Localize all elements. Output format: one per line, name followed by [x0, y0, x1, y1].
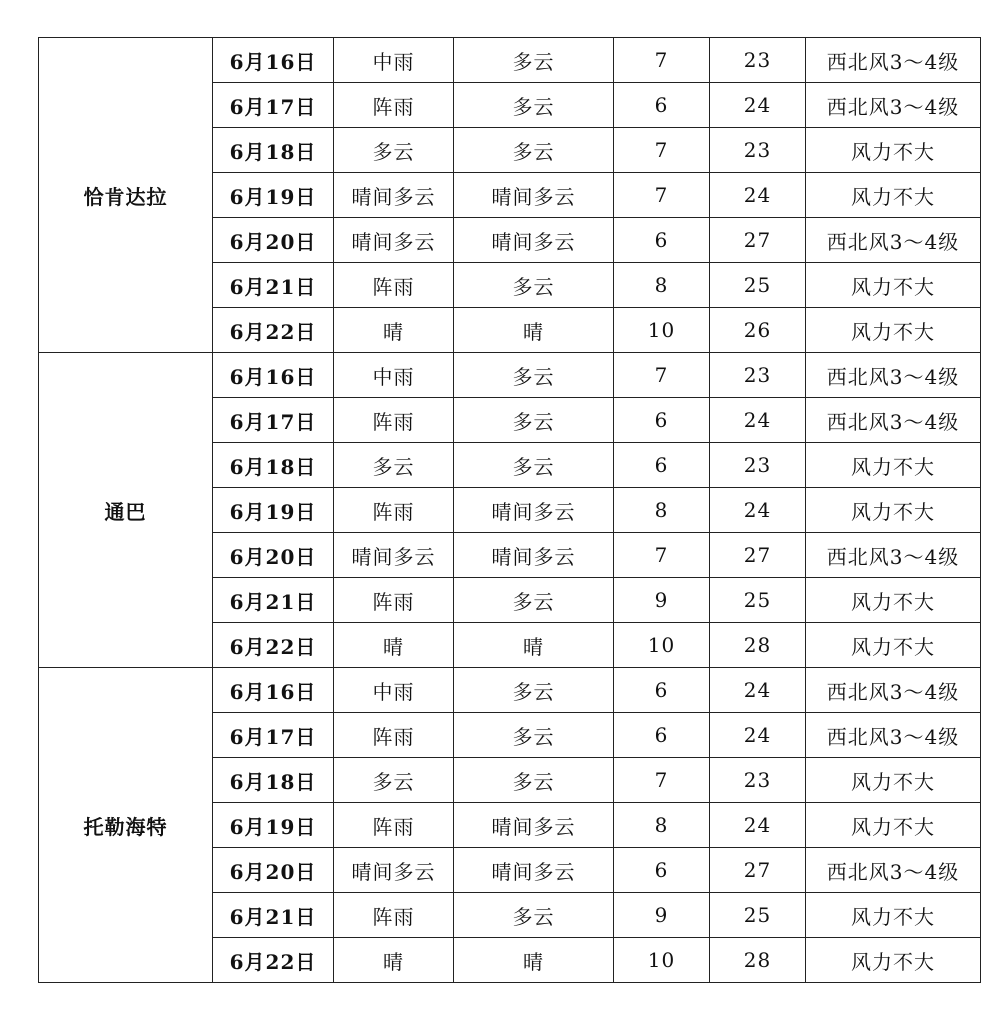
- night-weather-cell: 晴间多云: [454, 173, 614, 218]
- night-weather-cell: 晴: [454, 623, 614, 668]
- low-temp-cell: 10: [614, 308, 710, 353]
- wind-cell: 风力不大: [806, 443, 981, 488]
- date-cell: 6月19日: [213, 488, 334, 533]
- date-cell: 6月18日: [213, 443, 334, 488]
- high-temp-cell: 28: [710, 623, 806, 668]
- day-weather-cell: 晴: [334, 623, 454, 668]
- wind-cell: 西北风3～4级: [806, 533, 981, 578]
- night-weather-cell: 多云: [454, 893, 614, 938]
- table-row: [39, 353, 981, 398]
- high-temp-cell: 23: [710, 443, 806, 488]
- night-weather-cell: 多云: [454, 578, 614, 623]
- date-cell: 6月16日: [213, 668, 334, 713]
- night-weather-cell: 晴: [454, 308, 614, 353]
- table-row: [39, 668, 981, 713]
- high-temp-cell: 24: [710, 173, 806, 218]
- low-temp-cell: 7: [614, 38, 710, 83]
- forecast-table: [38, 37, 981, 983]
- night-weather-cell: 多云: [454, 668, 614, 713]
- day-weather-cell: 晴: [334, 938, 454, 983]
- wind-cell: 风力不大: [806, 128, 981, 173]
- date-cell: 6月19日: [213, 803, 334, 848]
- day-weather-cell: 阵雨: [334, 83, 454, 128]
- wind-cell: 风力不大: [806, 758, 981, 803]
- low-temp-cell: 7: [614, 758, 710, 803]
- low-temp-cell: 9: [614, 893, 710, 938]
- day-weather-cell: 阵雨: [334, 398, 454, 443]
- low-temp-cell: 6: [614, 668, 710, 713]
- day-weather-cell: 中雨: [334, 668, 454, 713]
- night-weather-cell: 多云: [454, 38, 614, 83]
- high-temp-cell: 23: [710, 38, 806, 83]
- day-weather-cell: 晴间多云: [334, 218, 454, 263]
- day-weather-cell: 阵雨: [334, 578, 454, 623]
- date-cell: 6月20日: [213, 848, 334, 893]
- high-temp-cell: 26: [710, 308, 806, 353]
- low-temp-cell: 6: [614, 218, 710, 263]
- date-cell: 6月22日: [213, 938, 334, 983]
- date-cell: 6月17日: [213, 398, 334, 443]
- date-cell: 6月18日: [213, 758, 334, 803]
- date-cell: 6月21日: [213, 893, 334, 938]
- high-temp-cell: 24: [710, 713, 806, 758]
- night-weather-cell: 多云: [454, 83, 614, 128]
- wind-cell: 风力不大: [806, 488, 981, 533]
- low-temp-cell: 8: [614, 488, 710, 533]
- high-temp-cell: 24: [710, 488, 806, 533]
- wind-cell: 风力不大: [806, 893, 981, 938]
- day-weather-cell: 多云: [334, 128, 454, 173]
- day-weather-cell: 多云: [334, 443, 454, 488]
- low-temp-cell: 7: [614, 173, 710, 218]
- low-temp-cell: 10: [614, 623, 710, 668]
- wind-cell: 风力不大: [806, 803, 981, 848]
- day-weather-cell: 中雨: [334, 38, 454, 83]
- date-cell: 6月20日: [213, 533, 334, 578]
- date-cell: 6月21日: [213, 578, 334, 623]
- night-weather-cell: 晴间多云: [454, 848, 614, 893]
- low-temp-cell: 9: [614, 578, 710, 623]
- wind-cell: 风力不大: [806, 578, 981, 623]
- date-cell: 6月21日: [213, 263, 334, 308]
- day-weather-cell: 晴间多云: [334, 533, 454, 578]
- high-temp-cell: 28: [710, 938, 806, 983]
- date-cell: 6月16日: [213, 353, 334, 398]
- date-cell: 6月19日: [213, 173, 334, 218]
- night-weather-cell: 晴: [454, 938, 614, 983]
- date-cell: 6月16日: [213, 38, 334, 83]
- night-weather-cell: 多云: [454, 353, 614, 398]
- wind-cell: 风力不大: [806, 623, 981, 668]
- low-temp-cell: 6: [614, 443, 710, 488]
- wind-cell: 西北风3～4级: [806, 38, 981, 83]
- low-temp-cell: 6: [614, 848, 710, 893]
- night-weather-cell: 晴间多云: [454, 533, 614, 578]
- high-temp-cell: 24: [710, 83, 806, 128]
- wind-cell: 西北风3～4级: [806, 353, 981, 398]
- low-temp-cell: 8: [614, 263, 710, 308]
- high-temp-cell: 25: [710, 893, 806, 938]
- date-cell: 6月20日: [213, 218, 334, 263]
- high-temp-cell: 25: [710, 263, 806, 308]
- station-name-cell: 恰肯达拉: [39, 38, 213, 353]
- night-weather-cell: 多云: [454, 263, 614, 308]
- date-cell: 6月22日: [213, 623, 334, 668]
- wind-cell: 西北风3～4级: [806, 218, 981, 263]
- date-cell: 6月22日: [213, 308, 334, 353]
- forecast-table-body: [39, 38, 981, 983]
- night-weather-cell: 多云: [454, 758, 614, 803]
- wind-cell: 西北风3～4级: [806, 713, 981, 758]
- night-weather-cell: 晴间多云: [454, 803, 614, 848]
- high-temp-cell: 24: [710, 803, 806, 848]
- wind-cell: 风力不大: [806, 938, 981, 983]
- date-cell: 6月18日: [213, 128, 334, 173]
- station-name-cell: 通巴: [39, 353, 213, 668]
- day-weather-cell: 阵雨: [334, 488, 454, 533]
- day-weather-cell: 阵雨: [334, 893, 454, 938]
- night-weather-cell: 多云: [454, 398, 614, 443]
- low-temp-cell: 8: [614, 803, 710, 848]
- day-weather-cell: 阵雨: [334, 803, 454, 848]
- wind-cell: 风力不大: [806, 263, 981, 308]
- high-temp-cell: 23: [710, 128, 806, 173]
- wind-cell: 西北风3～4级: [806, 668, 981, 713]
- day-weather-cell: 多云: [334, 758, 454, 803]
- high-temp-cell: 27: [710, 533, 806, 578]
- day-weather-cell: 阵雨: [334, 713, 454, 758]
- high-temp-cell: 25: [710, 578, 806, 623]
- low-temp-cell: 6: [614, 398, 710, 443]
- wind-cell: 风力不大: [806, 173, 981, 218]
- high-temp-cell: 23: [710, 758, 806, 803]
- high-temp-cell: 27: [710, 848, 806, 893]
- day-weather-cell: 晴: [334, 308, 454, 353]
- date-cell: 6月17日: [213, 713, 334, 758]
- low-temp-cell: 10: [614, 938, 710, 983]
- station-name-cell: 托勒海特: [39, 668, 213, 983]
- night-weather-cell: 多云: [454, 128, 614, 173]
- high-temp-cell: 24: [710, 668, 806, 713]
- wind-cell: 西北风3～4级: [806, 398, 981, 443]
- night-weather-cell: 多云: [454, 443, 614, 488]
- night-weather-cell: 晴间多云: [454, 488, 614, 533]
- table-row: [39, 38, 981, 83]
- low-temp-cell: 7: [614, 353, 710, 398]
- low-temp-cell: 6: [614, 83, 710, 128]
- night-weather-cell: 多云: [454, 713, 614, 758]
- date-cell: 6月17日: [213, 83, 334, 128]
- day-weather-cell: 阵雨: [334, 263, 454, 308]
- day-weather-cell: 晴间多云: [334, 173, 454, 218]
- wind-cell: 风力不大: [806, 308, 981, 353]
- high-temp-cell: 27: [710, 218, 806, 263]
- wind-cell: 西北风3～4级: [806, 848, 981, 893]
- low-temp-cell: 6: [614, 713, 710, 758]
- high-temp-cell: 24: [710, 398, 806, 443]
- low-temp-cell: 7: [614, 128, 710, 173]
- night-weather-cell: 晴间多云: [454, 218, 614, 263]
- low-temp-cell: 7: [614, 533, 710, 578]
- day-weather-cell: 中雨: [334, 353, 454, 398]
- day-weather-cell: 晴间多云: [334, 848, 454, 893]
- wind-cell: 西北风3～4级: [806, 83, 981, 128]
- high-temp-cell: 23: [710, 353, 806, 398]
